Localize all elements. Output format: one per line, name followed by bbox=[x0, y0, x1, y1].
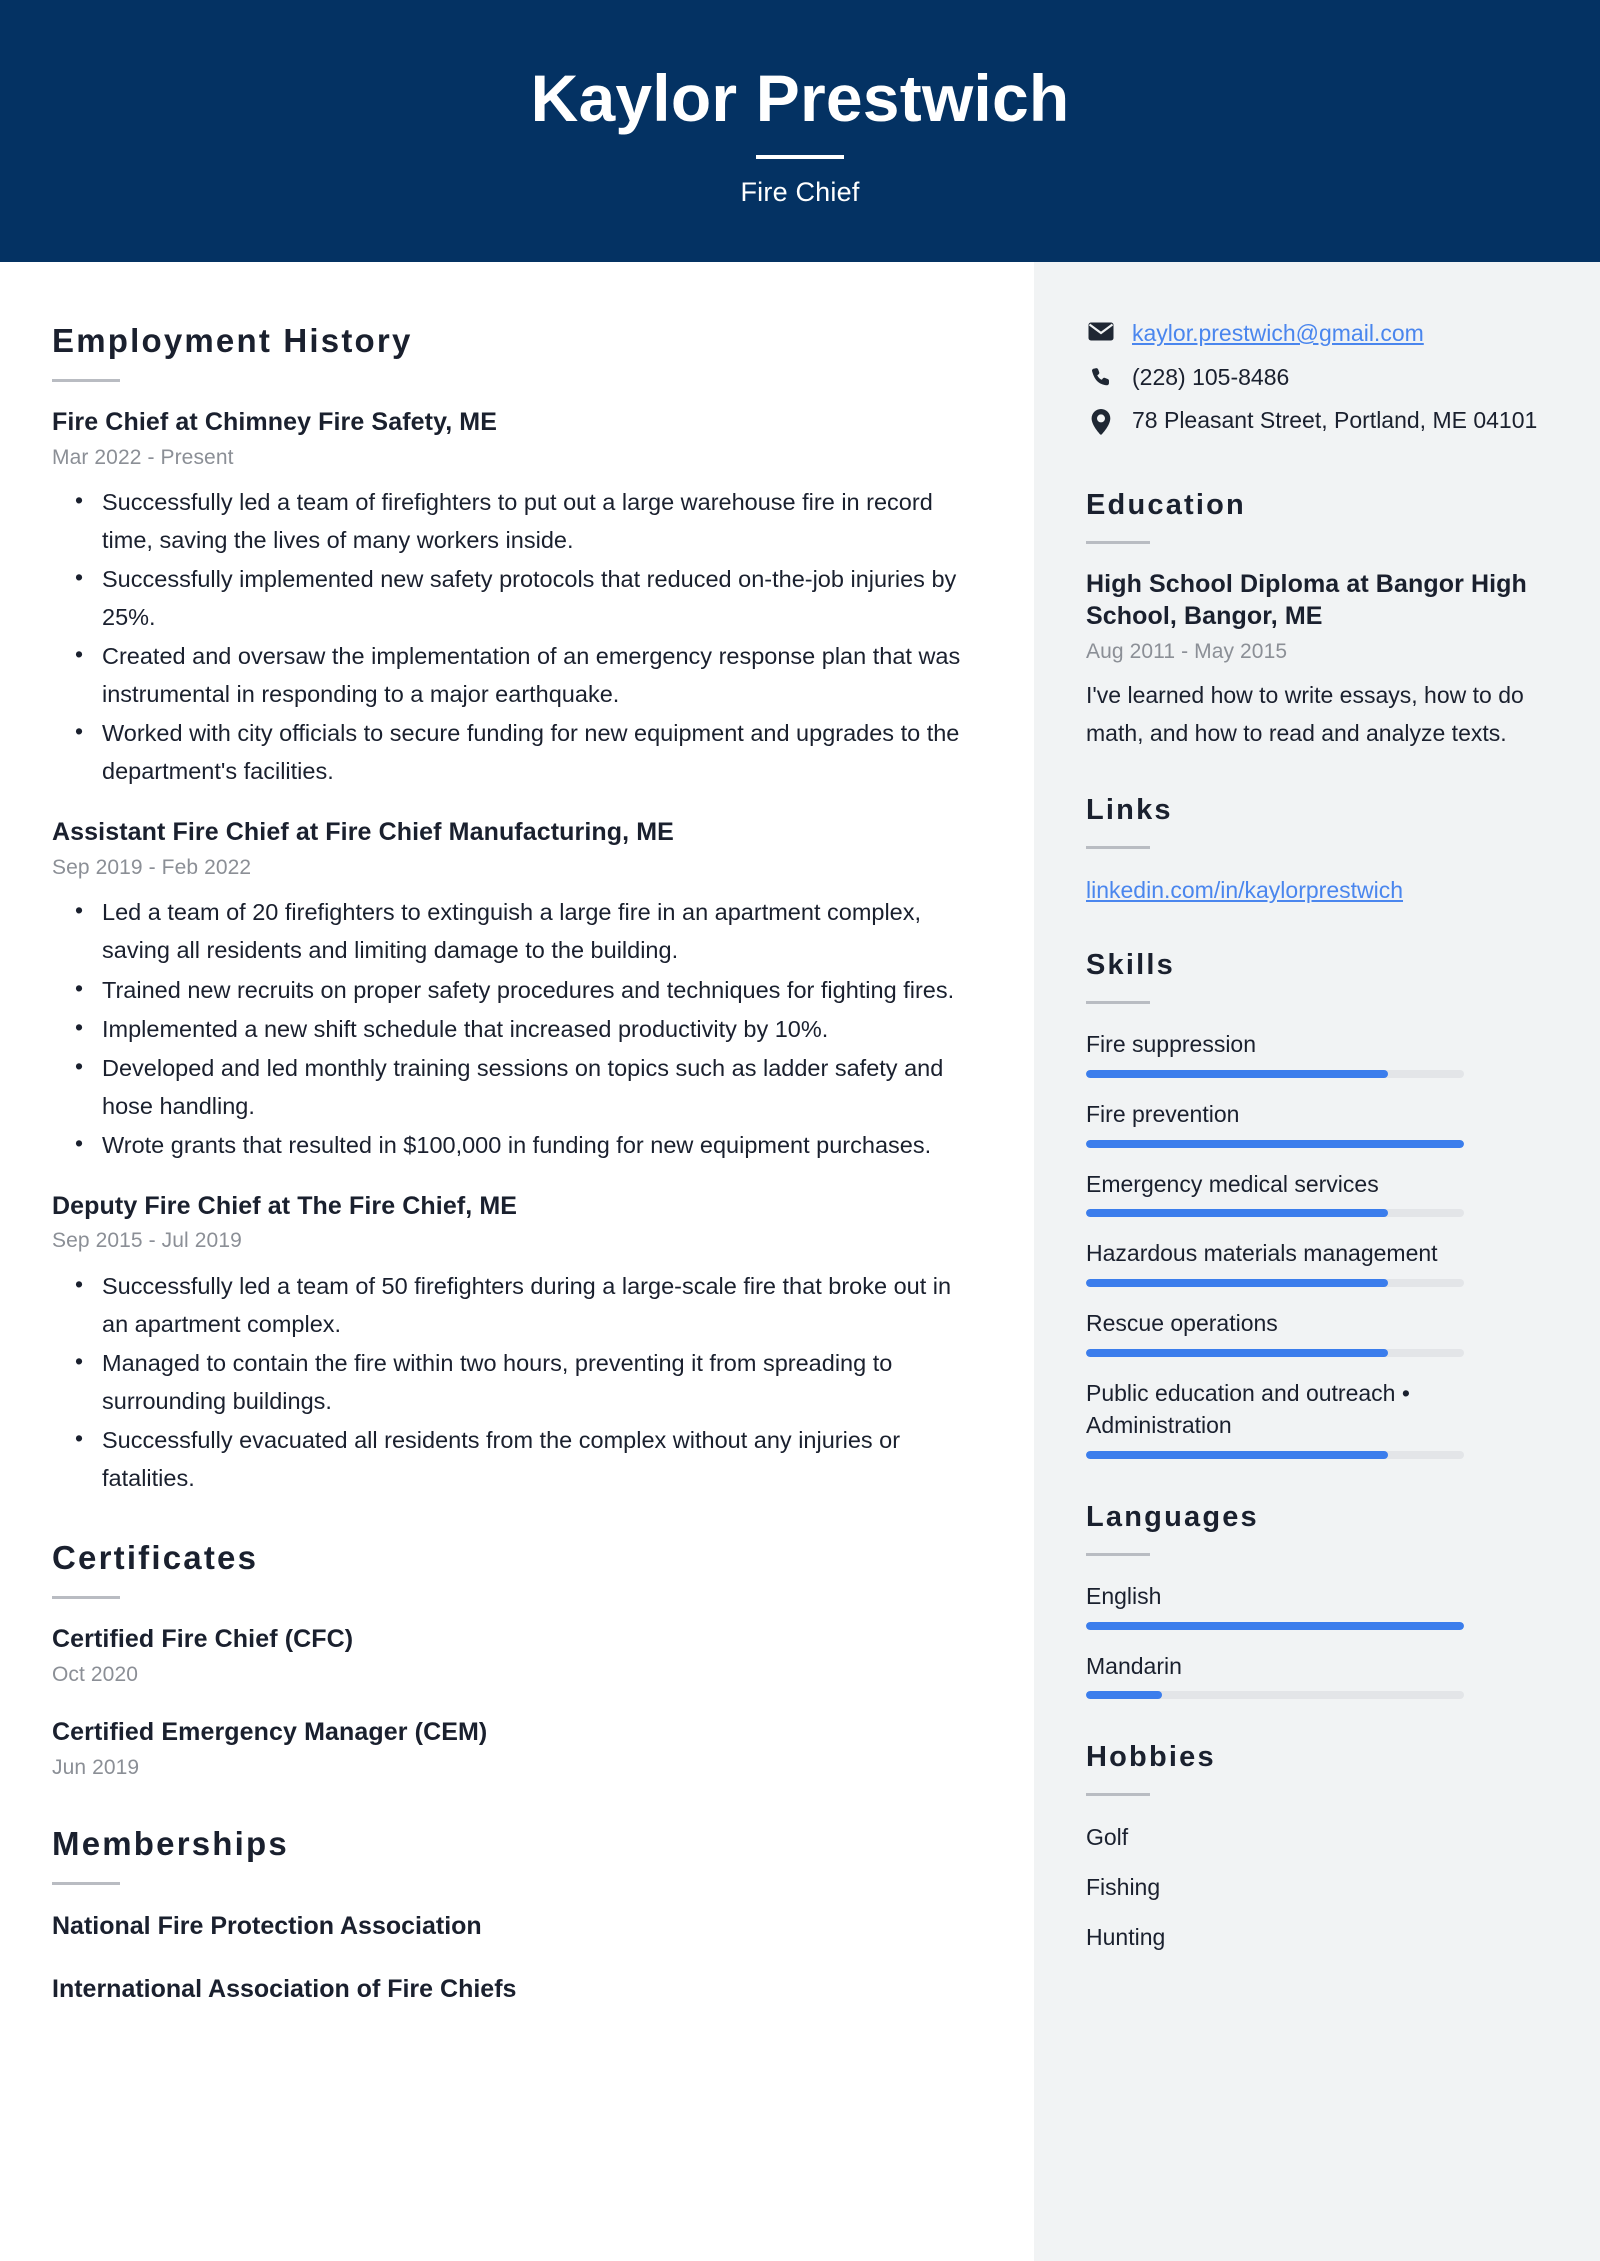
skill-label: Rescue operations bbox=[1086, 1310, 1278, 1337]
progress-fill bbox=[1086, 1279, 1388, 1287]
job-bullet-list bbox=[52, 1267, 972, 1497]
certificate-title: Certified Fire Chief (CFC) bbox=[52, 1625, 354, 1654]
main-column bbox=[0, 262, 1034, 2261]
section-rule bbox=[52, 379, 120, 382]
section-skills bbox=[1086, 949, 1552, 1459]
progress-track bbox=[1086, 1349, 1464, 1357]
contact-phone-row bbox=[1086, 361, 1552, 394]
employment-job-list bbox=[52, 406, 972, 1497]
job-bullet: • Led a team of 20 firefighters to extinguish a large fire in an apartment complex, saving all residents and limiting damage to the building. bbox=[102, 893, 972, 969]
skill-label: Public education and outreach • Administration bbox=[1086, 1379, 1410, 1439]
contact-phone: (228) 105-8486 bbox=[1132, 363, 1290, 390]
page-title: Kaylor Prestwich bbox=[530, 60, 1070, 135]
job-bullet: • Trained new recruits on proper safety procedures and techniques for fighting fires. bbox=[102, 971, 972, 1009]
job-bullet: • Successfully led a team of firefighters to put out a large warehouse fire in record time, saving the lives of many workers inside. bbox=[102, 483, 972, 559]
certificate-date: Jun 2019 bbox=[52, 1755, 140, 1779]
hobbies-list bbox=[1086, 1820, 1552, 1954]
job-date: Sep 2015 - Jul 2019 bbox=[52, 1229, 242, 1253]
section-rule bbox=[52, 1882, 120, 1885]
job-title: Fire Chief at Chimney Fire Safety, ME bbox=[52, 408, 498, 436]
job-title: Assistant Fire Chief at Fire Chief Manufacturing, ME bbox=[52, 818, 674, 847]
job-date: Mar 2022 - Present bbox=[52, 445, 234, 469]
progress-track bbox=[1086, 1691, 1464, 1699]
hobby-entry: Fishing bbox=[1086, 1874, 1161, 1901]
education-description: I've learned how to write essays, how to do math, and how to read and analyze texts. bbox=[1086, 682, 1524, 746]
language-label: English bbox=[1086, 1583, 1162, 1609]
contact-email[interactable] bbox=[1132, 317, 1424, 350]
certificate-entry bbox=[52, 1716, 972, 1783]
link-row bbox=[1086, 873, 1552, 908]
education-entry bbox=[1086, 568, 1552, 752]
section-heading: Skills bbox=[1086, 949, 1175, 982]
links-list bbox=[1086, 873, 1552, 908]
section-rule bbox=[1086, 541, 1150, 544]
job-title: Deputy Fire Chief at The Fire Chief, ME bbox=[52, 1191, 518, 1220]
progress-fill bbox=[1086, 1691, 1162, 1699]
contact-email-row bbox=[1086, 317, 1552, 350]
section-heading: Links bbox=[1086, 793, 1173, 826]
certificate-entry bbox=[52, 1623, 972, 1690]
progress-fill bbox=[1086, 1070, 1388, 1078]
section-rule bbox=[1086, 1001, 1150, 1004]
employment-entry bbox=[52, 406, 972, 790]
job-bullet: • Successfully led a team of 50 firefighters during a large-scale fire that broke out in an apartment complex. bbox=[102, 1267, 972, 1343]
skill-label: Fire prevention bbox=[1086, 1101, 1240, 1128]
language-label: Mandarin bbox=[1086, 1652, 1182, 1679]
employment-entry bbox=[52, 816, 972, 1163]
job-bullet: • Wrote grants that resulted in $100,000 in funding for new equipment purchases. bbox=[102, 1126, 972, 1164]
language-entry bbox=[1086, 1650, 1552, 1700]
contact-details bbox=[1086, 317, 1552, 437]
resume-header bbox=[0, 0, 1600, 262]
section-rule bbox=[52, 1596, 120, 1599]
progress-track bbox=[1086, 1279, 1464, 1287]
section-education bbox=[1086, 489, 1552, 752]
progress-track bbox=[1086, 1209, 1464, 1217]
education-title: High School Diploma at Bangor High School, Bangor, ME bbox=[1086, 569, 1527, 631]
skills-list bbox=[1086, 1028, 1552, 1459]
languages-list bbox=[1086, 1580, 1552, 1699]
progress-fill bbox=[1086, 1209, 1388, 1217]
section-certificates bbox=[52, 1539, 972, 1783]
membership-list bbox=[52, 1909, 972, 2007]
job-bullet: • Managed to contain the fire within two hours, preventing it from spreading to surrounding buildings. bbox=[102, 1344, 972, 1420]
envelope-icon bbox=[1086, 317, 1116, 341]
skill-entry bbox=[1086, 1377, 1552, 1459]
progress-fill bbox=[1086, 1349, 1388, 1357]
job-bullet: • Worked with city officials to secure funding for new equipment and upgrades to the department's facilities. bbox=[102, 714, 972, 790]
section-employment-history bbox=[52, 322, 972, 1497]
section-heading: Memberships bbox=[52, 1825, 289, 1862]
hobby-entry: Golf bbox=[1086, 1824, 1129, 1851]
skill-entry bbox=[1086, 1028, 1552, 1078]
section-heading: Employment History bbox=[52, 322, 413, 359]
section-heading: Certificates bbox=[52, 1539, 259, 1577]
contact-address: 78 Pleasant Street, Portland, ME 04101 bbox=[1132, 407, 1538, 434]
skill-label: Emergency medical services bbox=[1086, 1170, 1379, 1197]
skill-entry bbox=[1086, 1098, 1552, 1148]
progress-fill bbox=[1086, 1451, 1388, 1459]
skill-entry bbox=[1086, 1168, 1552, 1218]
job-bullet-list bbox=[52, 483, 972, 791]
skill-label: Fire suppression bbox=[1086, 1031, 1257, 1058]
contact-address-row bbox=[1086, 404, 1552, 437]
section-memberships bbox=[52, 1825, 972, 2007]
job-bullet: • Developed and led monthly training sessions on topics such as ladder safety and hose handling. bbox=[102, 1049, 972, 1125]
section-rule bbox=[1086, 846, 1150, 849]
section-heading: Hobbies bbox=[1086, 1741, 1216, 1774]
certificate-title: Certified Emergency Manager (CEM) bbox=[52, 1718, 488, 1747]
section-languages bbox=[1086, 1501, 1552, 1699]
section-hobbies bbox=[1086, 1741, 1552, 1954]
progress-track bbox=[1086, 1070, 1464, 1078]
header-divider bbox=[756, 155, 844, 159]
progress-fill bbox=[1086, 1140, 1464, 1148]
employment-entry bbox=[52, 1190, 972, 1497]
section-heading: Languages bbox=[1086, 1501, 1259, 1533]
progress-track bbox=[1086, 1140, 1464, 1148]
language-entry bbox=[1086, 1580, 1552, 1630]
profile-link[interactable]: linkedin.com/in/kaylorprestwich bbox=[1086, 876, 1404, 903]
section-heading: Education bbox=[1086, 488, 1246, 521]
education-list bbox=[1086, 568, 1552, 752]
resume-body bbox=[0, 262, 1600, 2261]
job-bullet: • Implemented a new shift schedule that increased productivity by 10%. bbox=[102, 1010, 972, 1048]
skill-entry bbox=[1086, 1237, 1552, 1287]
membership-entry: International Association of Fire Chiefs bbox=[52, 1975, 517, 2003]
education-date: Aug 2011 - May 2015 bbox=[1086, 639, 1288, 663]
section-rule bbox=[1086, 1553, 1150, 1556]
header-subtitle: Fire Chief bbox=[740, 177, 860, 208]
progress-fill bbox=[1086, 1622, 1464, 1630]
map-pin-icon bbox=[1086, 404, 1116, 435]
progress-track bbox=[1086, 1622, 1464, 1630]
certificate-list bbox=[52, 1623, 972, 1783]
skill-entry bbox=[1086, 1307, 1552, 1357]
job-date: Sep 2019 - Feb 2022 bbox=[52, 855, 252, 879]
section-links bbox=[1086, 794, 1552, 908]
progress-track bbox=[1086, 1451, 1464, 1459]
skill-label: Hazardous materials management bbox=[1086, 1240, 1438, 1267]
job-bullet: • Successfully implemented new safety protocols that reduced on-the-job injuries by 25%. bbox=[102, 560, 972, 636]
job-bullet: • Created and oversaw the implementation of an emergency response plan that was instrumental in responding to a major earthquake. bbox=[102, 637, 972, 713]
phone-icon bbox=[1086, 361, 1116, 389]
hobby-entry: Hunting bbox=[1086, 1924, 1166, 1951]
email-link[interactable]: kaylor.prestwich@gmail.com bbox=[1132, 320, 1424, 346]
section-rule bbox=[1086, 1793, 1150, 1796]
job-bullet: • Successfully evacuated all residents from the complex without any injuries or fatalities. bbox=[102, 1421, 972, 1497]
sidebar-column bbox=[1034, 262, 1600, 2261]
job-bullet-list bbox=[52, 893, 972, 1163]
certificate-date: Oct 2020 bbox=[52, 1662, 139, 1686]
membership-entry: National Fire Protection Association bbox=[52, 1912, 482, 1940]
